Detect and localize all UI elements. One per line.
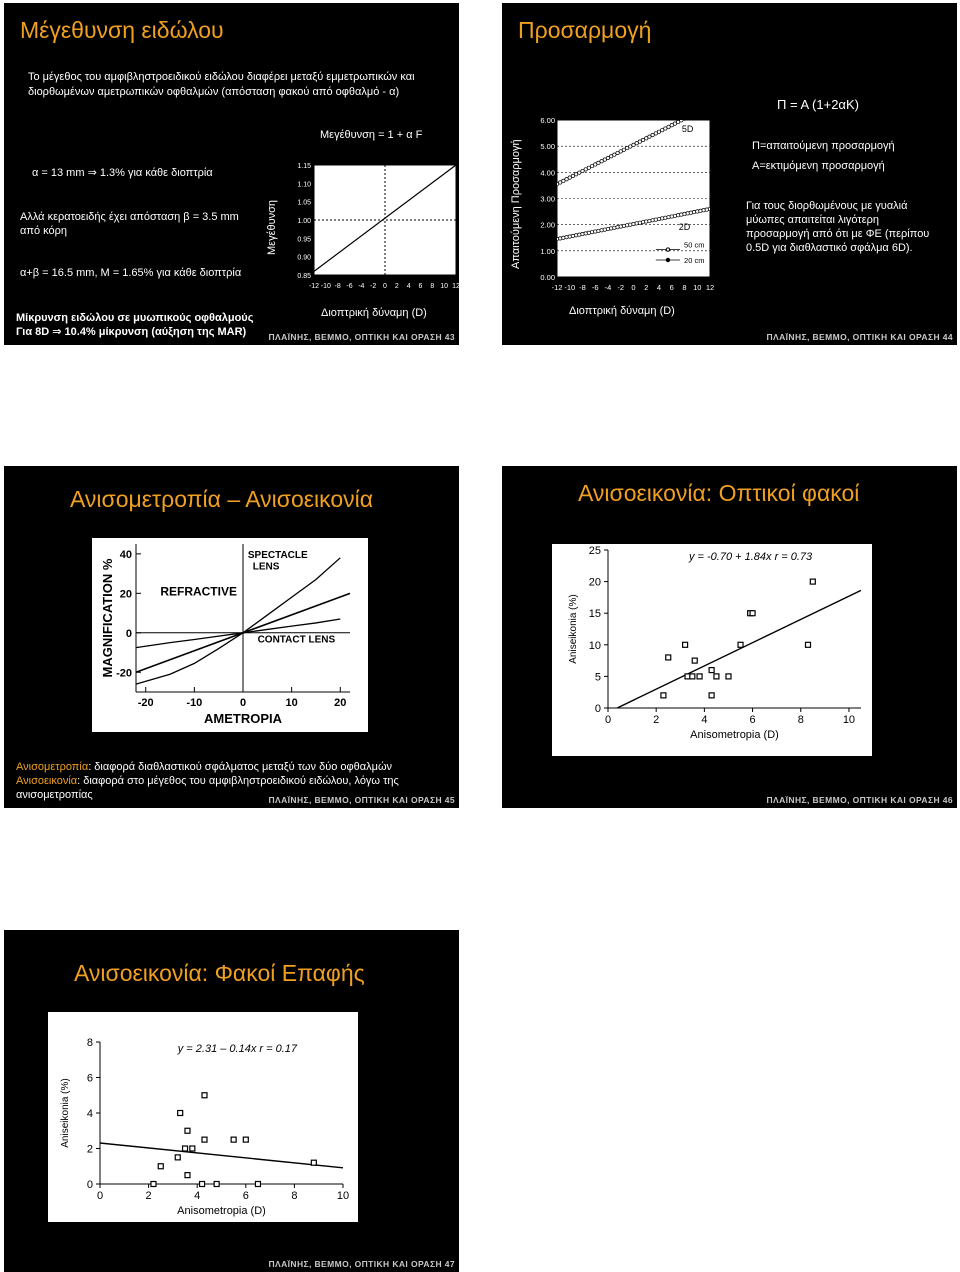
contact-scatter <box>48 1012 358 1222</box>
data-point <box>185 1128 190 1133</box>
annotation-2d: 2D <box>678 221 691 232</box>
data-point <box>664 216 667 219</box>
data-point <box>594 230 597 233</box>
data-point <box>692 112 695 115</box>
data-point <box>709 668 714 673</box>
data-point <box>243 1137 248 1142</box>
y-tick-label: 20 <box>588 576 601 589</box>
x-tick-label: 10 <box>440 283 449 290</box>
x-tick-label: 8 <box>682 283 687 292</box>
data-point <box>654 218 657 221</box>
x-tick-label: 6 <box>418 283 423 290</box>
y-tick-label: 6.00 <box>540 116 555 125</box>
data-point <box>622 224 625 227</box>
data-point <box>686 115 689 118</box>
data-point <box>151 1182 156 1187</box>
definition-2-text: : διαφορά στο μέγεθος του αμφιβληστροειδικού ειδώλου, λόγω της <box>77 775 399 787</box>
data-point <box>705 106 708 109</box>
data-point <box>578 233 581 236</box>
ametropia-chart <box>92 538 368 732</box>
x-tick-label: 20 <box>334 697 347 709</box>
data-point <box>600 229 603 232</box>
data-point <box>686 212 689 215</box>
data-point <box>699 109 702 112</box>
slide-title: Ανισοεικονία: Οπτικοί φακοί <box>578 480 860 506</box>
x-tick-label: -20 <box>137 697 154 709</box>
y-tick-label: 2 <box>86 1143 93 1156</box>
x-tick-label: -6 <box>346 283 353 290</box>
y-tick-label: 40 <box>119 548 132 561</box>
x-tick-label: 10 <box>842 714 856 726</box>
definition-2 <box>16 774 399 788</box>
contact-scatter-panel <box>48 1012 358 1222</box>
x-tick-label: -2 <box>617 283 625 292</box>
sum-line: α+β = 16.5 mm, Μ = 1.65% για κάθε διοπτρία <box>20 267 242 279</box>
y-tick-label: 5 <box>594 671 601 684</box>
slide-44 <box>502 3 957 345</box>
data-point <box>597 229 600 232</box>
x-tick-label: 4 <box>194 1190 201 1202</box>
data-point <box>558 237 561 240</box>
data-point <box>638 221 641 224</box>
data-point <box>568 235 571 238</box>
annotation-contact: CONTACT LENS <box>257 634 336 646</box>
x-axis-label: Διοπτρική δύναμη (D) <box>569 305 675 317</box>
x-tick-label: 0 <box>604 714 612 726</box>
data-point <box>690 674 695 679</box>
data-point <box>619 225 622 228</box>
data-point <box>587 231 590 234</box>
y-tick-label: 6 <box>86 1072 93 1085</box>
x-tick-label: 4 <box>701 714 708 726</box>
spectacles-scatter <box>552 544 872 756</box>
y-tick-label: 4 <box>86 1108 93 1120</box>
beta-line-1: Αλλά κερατοειδής έχει απόσταση β = 3.5 mm <box>20 211 239 223</box>
data-point <box>629 223 632 226</box>
data-point <box>692 658 697 663</box>
data-point <box>641 220 644 223</box>
data-point <box>635 222 638 225</box>
slide-footer: ΠΛΑΪΝΗΣ, ΒΕΜΜΟ, ΟΠΤΙΚΗ ΚΑΙ ΟΡΑΣΗ 43 <box>268 332 455 342</box>
formula: Π = Α (1+2αΚ) <box>777 97 859 112</box>
beta-line-2: από κόρη <box>20 225 67 237</box>
data-point <box>311 1160 316 1165</box>
x-tick-label: 0 <box>239 697 247 709</box>
data-point <box>805 642 810 647</box>
x-axis-label: Anisometropia (D) <box>690 729 779 741</box>
data-point <box>702 209 705 212</box>
x-tick-label: 4 <box>406 283 411 290</box>
x-tick-label: 12 <box>705 283 715 292</box>
x-tick-label: -4 <box>358 283 365 290</box>
definition-2-cont: ανισομετροπίας <box>16 789 93 801</box>
annotation-spectacle: SPECTACLE <box>247 549 308 561</box>
y-tick-label: 0.00 <box>540 273 555 282</box>
x-tick-label: 10 <box>693 283 702 292</box>
data-point <box>190 1146 195 1151</box>
y-tick-label: 0 <box>86 1179 93 1191</box>
data-point <box>708 207 711 210</box>
y-tick-label: 0.95 <box>297 236 311 244</box>
data-point <box>660 217 663 220</box>
data-point <box>158 1164 163 1169</box>
y-tick-label: 1.05 <box>297 199 311 207</box>
slide-title: Ανισοεικονία: Φακοί Επαφής <box>74 960 365 986</box>
x-tick-label: -12 <box>308 283 320 290</box>
x-tick-label: -10 <box>320 283 331 290</box>
data-point <box>708 104 711 107</box>
slide-title: Μέγεθυνση ειδώλου <box>20 17 224 43</box>
intro-line-1: Το μέγεθος του αμφιβληστροειδικού ειδώλου διαφέρει μεταξύ εμμετρωπικών και <box>28 71 415 83</box>
y-axis-label: Aniseikonia (%) <box>568 594 579 664</box>
x-tick-label: 12 <box>452 283 460 290</box>
data-point <box>648 219 651 222</box>
x-tick-label: -4 <box>604 283 612 292</box>
slide-footer: ΠΛΑΪΝΗΣ, ΒΕΜΜΟ, ΟΠΤΙΚΗ ΚΑΙ ΟΡΑΣΗ 47 <box>268 1259 455 1269</box>
y-tick-label: 4.00 <box>540 168 555 178</box>
data-point <box>202 1137 207 1142</box>
data-point <box>565 235 568 238</box>
legend-marker <box>666 248 669 251</box>
data-point <box>670 215 673 218</box>
data-point <box>657 217 660 220</box>
y-tick-label: 0 <box>125 627 132 640</box>
legend-label: 50 cm <box>684 240 705 250</box>
y-tick-label: 15 <box>588 608 601 621</box>
x-axis-label: Διοπτρική δύναμη (D) <box>321 307 427 319</box>
data-point <box>714 674 719 679</box>
slide-footer: ΠΛΑΪΝΗΣ, ΒΕΜΜΟ, ΟΠΤΙΚΗ ΚΑΙ ΟΡΑΣΗ 46 <box>766 795 953 805</box>
data-point <box>231 1137 236 1142</box>
note-line-2: μύωπες απαιτείται λιγότερη <box>746 214 880 226</box>
slide-title: Ανισομετροπία – Ανισοεικονία <box>70 486 374 512</box>
y-tick-label: 2.00 <box>540 220 555 230</box>
x-tick-label: 6 <box>749 714 756 726</box>
fit-equation: y = -0.70 + 1.84x r = 0.73 <box>688 551 813 563</box>
y-tick-label: 5.00 <box>540 142 555 152</box>
myopia-line-1: Μίκρυνση ειδώλου σε μυωπικούς οφθαλμούς <box>16 312 254 324</box>
data-point <box>214 1182 219 1187</box>
data-point <box>200 1182 205 1187</box>
x-tick-label: 0 <box>631 283 636 292</box>
definition-1-term: Ανισομετροπία <box>16 761 89 773</box>
definition-1-text: : διαφορά διαθλαστικού σφάλματος μεταξύ των δύο οφθαλμών <box>88 761 393 773</box>
data-point <box>680 119 683 122</box>
data-point <box>683 212 686 215</box>
accommodation-chart <box>522 103 717 303</box>
y-axis-label: Απαιτούμενη Προσαρμογή <box>510 139 522 269</box>
data-point <box>571 234 574 237</box>
x-tick-label: 2 <box>394 283 399 290</box>
x-tick-label: 10 <box>336 1190 350 1202</box>
myopia-line-2: Για 8D ⇒ 10.4% μίκρυνση (αύξηση της MAR) <box>16 326 247 338</box>
data-point <box>202 1093 207 1098</box>
note-line-3: προσαρμογή από ότι με ΦΕ (περίπου <box>746 228 930 240</box>
legend-marker <box>666 258 669 261</box>
y-tick-label: 10 <box>588 639 601 652</box>
x-tick-label: 6 <box>669 283 674 292</box>
x-axis-label: Anisometropia (D) <box>177 1205 266 1217</box>
x-tick-label: 8 <box>797 714 804 726</box>
data-point <box>738 642 743 647</box>
data-point <box>185 1173 190 1178</box>
data-point <box>555 237 558 240</box>
x-tick-label: 8 <box>291 1190 298 1202</box>
fit-line <box>617 590 861 708</box>
spectacles-scatter-panel <box>552 544 872 756</box>
data-point <box>709 693 714 698</box>
data-point <box>625 224 628 227</box>
data-point <box>676 214 679 217</box>
x-tick-label: 4 <box>656 283 662 292</box>
definition-2: Α=εκτιμόμενη προσαρμογή <box>752 160 885 172</box>
x-tick-label: -8 <box>579 283 586 292</box>
data-point <box>175 1155 180 1160</box>
data-point <box>613 226 616 229</box>
slide-47 <box>4 930 459 1272</box>
x-tick-label: 8 <box>430 283 435 290</box>
y-tick-label: 3.00 <box>540 194 555 204</box>
data-point <box>810 579 815 584</box>
data-point <box>651 219 654 222</box>
definition-1 <box>16 760 392 774</box>
alpha-line: α = 13 mm ⇒ 1.3% για κάθε διοπτρία <box>32 167 213 179</box>
spectacle-curve <box>136 558 340 684</box>
note-line-4: 0.5D για διαθλαστικό σφάλμα 6D). <box>746 242 913 254</box>
data-point <box>255 1182 260 1187</box>
slide-footer: ΠΛΑΪΝΗΣ, ΒΕΜΜΟ, ΟΠΤΙΚΗ ΚΑΙ ΟΡΑΣΗ 44 <box>766 332 953 342</box>
y-tick-label: 0.90 <box>297 254 311 262</box>
x-tick-label: 2 <box>145 1190 152 1202</box>
data-point <box>702 107 705 110</box>
slide-footer: ΠΛΑΪΝΗΣ, ΒΕΜΜΟ, ΟΠΤΙΚΗ ΚΑΙ ΟΡΑΣΗ 45 <box>268 795 455 805</box>
x-tick-label: -2 <box>370 283 377 290</box>
annotation-5d: 5D <box>681 123 694 134</box>
fit-equation: y = 2.31 – 0.14x r = 0.17 <box>177 1043 298 1055</box>
data-point <box>689 114 692 117</box>
slide-43 <box>4 3 459 345</box>
y-tick-label: -20 <box>116 667 132 680</box>
y-tick-label: 1.00 <box>297 218 311 225</box>
x-axis-label: AMETROPIA <box>204 711 282 726</box>
x-tick-label: -6 <box>591 283 599 292</box>
data-point <box>584 232 587 235</box>
data-point <box>616 225 619 228</box>
data-point <box>683 642 688 647</box>
x-tick-label: 6 <box>242 1190 249 1202</box>
data-point <box>606 227 609 230</box>
x-tick-label: -8 <box>334 283 341 290</box>
data-point <box>696 210 699 213</box>
y-axis-label: MAGNIFICATION % <box>100 558 115 678</box>
note-line-1: Για τους διορθωμένους με γυαλιά <box>746 200 908 212</box>
y-tick-label: 0 <box>594 703 601 715</box>
x-tick-label: -12 <box>551 283 563 292</box>
y-tick-label: 0.85 <box>297 273 311 280</box>
annotation-spectacle-lens: LENS <box>252 561 280 573</box>
data-point <box>673 214 676 217</box>
slide-45 <box>4 466 459 808</box>
definition-2-term: Ανισοεικονία <box>16 775 78 787</box>
x-tick-label: 2 <box>644 283 649 292</box>
data-point <box>689 211 692 214</box>
y-tick-label: 1.00 <box>540 246 555 256</box>
definition-1: Π=απαιτούμενη προσαρμογή <box>752 140 895 152</box>
y-tick-label: 1.15 <box>297 163 311 170</box>
data-point <box>581 232 584 235</box>
data-point <box>696 110 699 113</box>
y-axis-label: Aniseikonia (%) <box>60 1078 71 1148</box>
x-tick-label: 0 <box>96 1190 104 1202</box>
x-tick-label: 10 <box>285 697 298 709</box>
data-point <box>697 674 702 679</box>
data-point <box>590 230 593 233</box>
data-point <box>183 1146 188 1151</box>
data-point <box>603 228 606 231</box>
data-point <box>699 209 702 212</box>
data-point <box>692 210 695 213</box>
ametropia-chart-panel <box>92 538 368 732</box>
data-point <box>667 215 670 218</box>
y-tick-label: 20 <box>119 588 132 601</box>
data-point <box>178 1111 183 1116</box>
data-point <box>750 611 755 616</box>
y-tick-label: 25 <box>588 545 601 557</box>
fit-line <box>100 1143 343 1168</box>
x-tick-label: 2 <box>653 714 660 726</box>
legend-label: 20 cm <box>684 255 705 265</box>
intro-line-2: διορθωμένων αμετρωπικών οφθαλμών (απόσταση φακού από οφθαλμό - α) <box>28 86 400 98</box>
y-tick-label: 1.10 <box>297 181 311 189</box>
data-point <box>609 227 612 230</box>
x-tick-label: -10 <box>186 697 203 709</box>
annotation-refractive: REFRACTIVE <box>160 584 237 599</box>
data-point <box>562 236 565 239</box>
x-tick-label: -10 <box>564 283 576 292</box>
data-point <box>680 213 683 216</box>
data-point <box>645 220 648 223</box>
data-point <box>574 234 577 237</box>
y-tick-label: 8 <box>86 1037 93 1049</box>
slide-46 <box>502 466 957 808</box>
chart-title: Μεγέθυνση = 1 + α F <box>320 129 423 141</box>
x-tick-label: 0 <box>383 283 387 290</box>
magnification-chart <box>284 155 459 295</box>
data-point <box>726 674 731 679</box>
data-point <box>705 208 708 211</box>
data-point <box>666 655 671 660</box>
data-point <box>632 222 635 225</box>
slide-title: Προσαρμογή <box>518 17 652 43</box>
y-axis-label: Μεγέθυνση <box>266 199 278 255</box>
data-point <box>661 693 666 698</box>
